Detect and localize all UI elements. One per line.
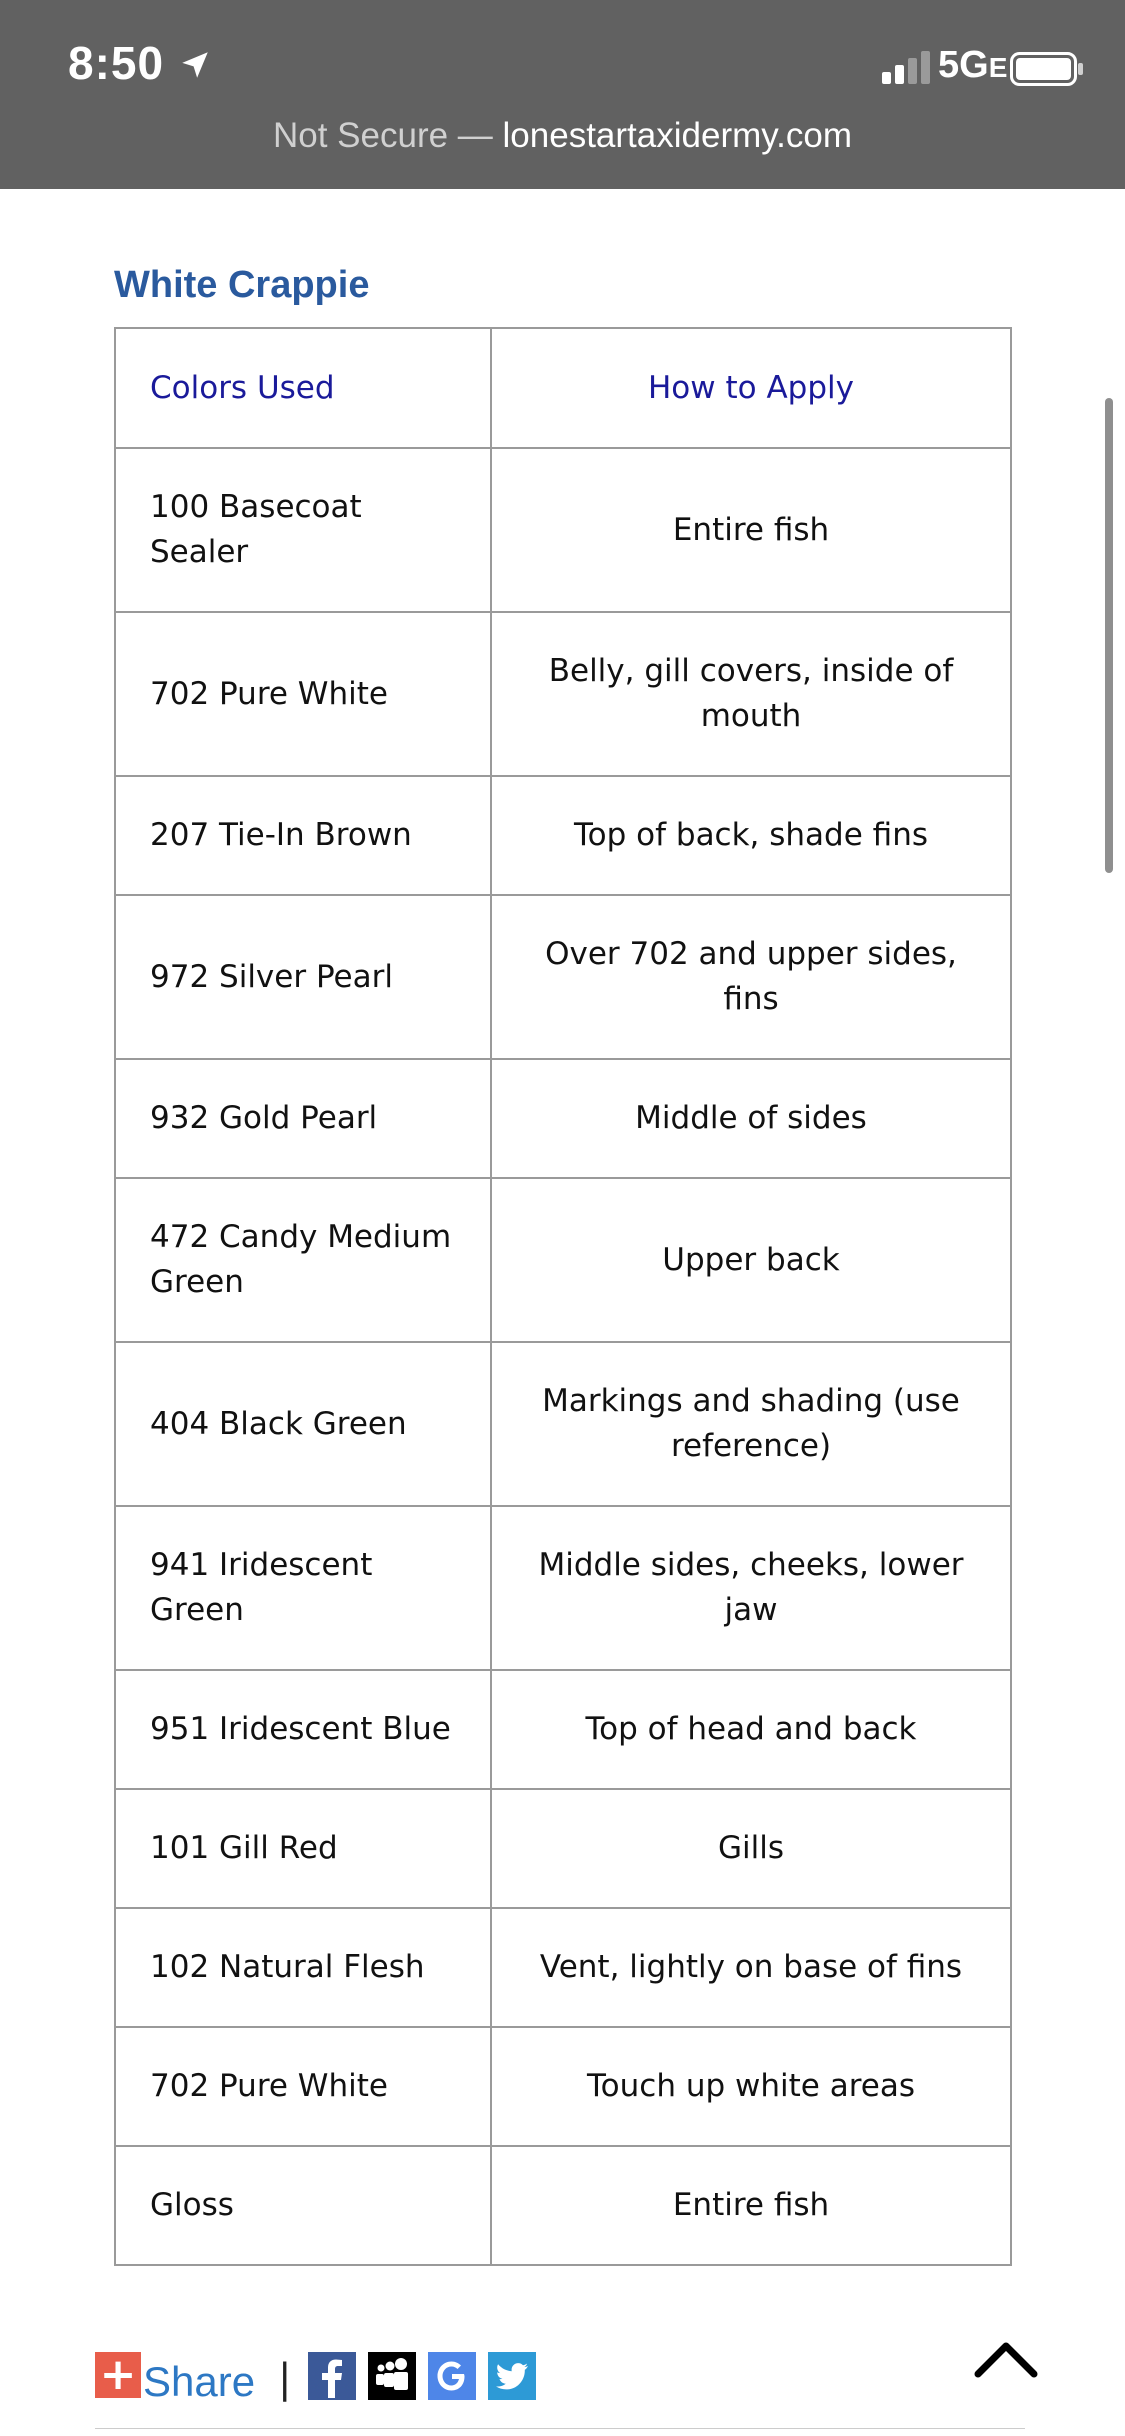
share-label: Share bbox=[143, 2358, 256, 2405]
table-row bbox=[115, 1178, 1011, 1342]
myspace-icon[interactable] bbox=[368, 2352, 416, 2400]
apply-cell: Entire fish bbox=[491, 448, 1011, 612]
share-divider: | bbox=[278, 2356, 292, 2402]
color-cell: 404 Black Green bbox=[115, 1342, 491, 1506]
color-cell: Gloss bbox=[115, 2146, 491, 2265]
apply-cell: Vent, lightly on base of fins bbox=[491, 1908, 1011, 2027]
color-cell: 932 Gold Pearl bbox=[115, 1059, 491, 1178]
table-row bbox=[115, 895, 1011, 1059]
scroll-to-top-icon[interactable] bbox=[972, 2336, 1040, 2380]
network-indicator: 5GE bbox=[938, 44, 1008, 86]
header-colors-used: Colors Used bbox=[115, 328, 491, 448]
table-row bbox=[115, 776, 1011, 895]
not-secure-label: Not Secure — bbox=[272, 116, 493, 155]
facebook-icon[interactable] bbox=[308, 2352, 356, 2400]
header-how-to-apply: How to Apply bbox=[491, 328, 1011, 448]
bottom-divider bbox=[95, 2428, 1025, 2429]
apply-cell: Top of head and back bbox=[491, 1670, 1011, 1789]
color-cell: 102 Natural Flesh bbox=[115, 1908, 491, 2027]
table-header-row bbox=[115, 328, 1011, 448]
color-cell: 941 Iridescent Green bbox=[115, 1506, 491, 1670]
apply-cell: Top of back, shade fins bbox=[491, 776, 1011, 895]
address-bar[interactable] bbox=[0, 116, 1125, 156]
battery-icon bbox=[1010, 52, 1084, 86]
apply-cell: Over 702 and upper sides, fins bbox=[491, 895, 1011, 1059]
table-row bbox=[115, 448, 1011, 612]
apply-cell: Gills bbox=[491, 1789, 1011, 1908]
url-domain: lonestartaxidermy.com bbox=[502, 116, 853, 155]
table-row bbox=[115, 2027, 1011, 2146]
table-row bbox=[115, 1908, 1011, 2027]
twitter-icon[interactable] bbox=[488, 2352, 536, 2400]
share-button[interactable] bbox=[95, 2348, 265, 2404]
table-row bbox=[115, 1789, 1011, 1908]
color-cell: 472 Candy Medium Green bbox=[115, 1178, 491, 1342]
apply-cell: Entire fish bbox=[491, 2146, 1011, 2265]
color-cell: 951 Iridescent Blue bbox=[115, 1670, 491, 1789]
color-cell: 972 Silver Pearl bbox=[115, 895, 491, 1059]
color-cell: 702 Pure White bbox=[115, 612, 491, 776]
table-row bbox=[115, 1506, 1011, 1670]
table-row bbox=[115, 1342, 1011, 1506]
color-cell: 100 Basecoat Sealer bbox=[115, 448, 491, 612]
page-scrollbar[interactable] bbox=[1105, 398, 1113, 873]
status-bar bbox=[0, 0, 1125, 189]
table-row bbox=[115, 1059, 1011, 1178]
color-cell: 207 Tie-In Brown bbox=[115, 776, 491, 895]
apply-cell: Upper back bbox=[491, 1178, 1011, 1342]
location-arrow-icon bbox=[178, 48, 212, 82]
apply-cell: Belly, gill covers, inside of mouth bbox=[491, 612, 1011, 776]
table-row bbox=[115, 612, 1011, 776]
clock: 8:50 bbox=[68, 37, 165, 89]
apply-cell: Markings and shading (use reference) bbox=[491, 1342, 1011, 1506]
table-row bbox=[115, 1670, 1011, 1789]
cellular-signal-icon bbox=[880, 50, 932, 84]
paint-table bbox=[114, 327, 1012, 2266]
share-plus-icon: + bbox=[95, 2352, 141, 2398]
apply-cell: Touch up white areas bbox=[491, 2027, 1011, 2146]
color-cell: 702 Pure White bbox=[115, 2027, 491, 2146]
apply-cell: Middle of sides bbox=[491, 1059, 1011, 1178]
table-row bbox=[115, 2146, 1011, 2265]
google-icon[interactable] bbox=[428, 2352, 476, 2400]
section-title: White Crappie bbox=[114, 264, 370, 306]
color-cell: 101 Gill Red bbox=[115, 1789, 491, 1908]
apply-cell: Middle sides, cheeks, lower jaw bbox=[491, 1506, 1011, 1670]
